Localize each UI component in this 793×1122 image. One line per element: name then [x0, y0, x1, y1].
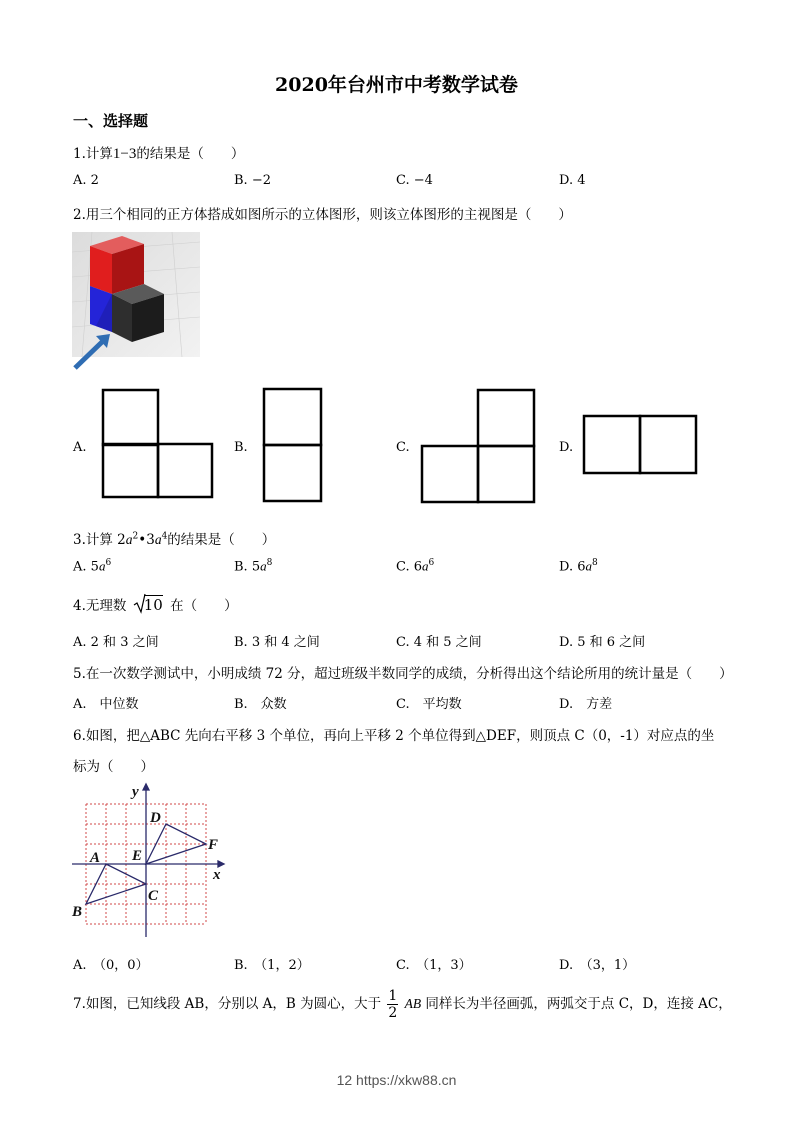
q5-option-a[interactable]: A. 中位数 — [73, 697, 139, 712]
q1-expression: 1−3 — [112, 146, 137, 162]
question-6-line-1: 6.如图，把△ABC 先向右平移 3 个单位，再向上平移 2 个单位得到△DEF，则顶点 C（0，-1）对应点的坐 — [73, 728, 715, 744]
q3-option-a[interactable]: A. $5a^6$ — [73, 558, 112, 575]
q3-exp-2: 4 — [161, 531, 168, 542]
q3-option-c[interactable]: C. $6a^6$ — [396, 558, 435, 575]
q5-option-d[interactable]: D. 方差 — [559, 697, 613, 712]
question-3 — [73, 528, 275, 548]
q7-suffix: 同样长为半径画弧，两弧交于点 C，D，连接 AC， — [425, 996, 732, 1012]
q7-prefix: 7.如图，已知线段 AB，分别以 A，B 为圆心，大于 — [73, 996, 382, 1012]
q2-option-c-label[interactable]: C. — [396, 440, 410, 455]
q2-option-b-figure — [263, 388, 323, 504]
label-b: B — [72, 904, 83, 920]
q7-fraction: $\frac{1}{2}$ — [388, 988, 398, 1021]
question-4 — [73, 594, 238, 614]
q3-mid: •3 — [138, 532, 155, 548]
q2-option-b-label[interactable]: B. — [234, 440, 248, 455]
q4-sqrt: 10 — [134, 596, 163, 614]
question-5: 5.在一次数学测试中，小明成绩 72 分，超过班级半数同学的成绩，分析得出这个结论所用的统计量是（ ） — [73, 666, 733, 682]
q3-var-2: a — [154, 532, 162, 547]
label-f: F — [208, 837, 219, 853]
q4-option-b[interactable]: B. 3 和 4 之间 — [234, 635, 320, 650]
q2-option-d-figure — [583, 415, 698, 475]
q1-option-c[interactable]: C. −4 — [396, 173, 433, 188]
q7-segment: AB — [404, 996, 422, 1011]
q6-option-a[interactable]: A. （0，0） — [73, 958, 149, 973]
q3-option-b[interactable]: B. $5a^8$ — [234, 558, 273, 575]
page-title: 2020年台州市中考数学试卷 — [275, 74, 518, 96]
q1-option-d[interactable]: D. 4 — [559, 173, 586, 188]
q4-prefix: 4.无理数 — [73, 598, 127, 614]
q5-option-c[interactable]: C. 平均数 — [396, 697, 462, 712]
question-6-line-2: 标为（ ） — [73, 759, 154, 775]
q3-suffix: 的结果是（ ） — [167, 532, 276, 548]
q4-option-a[interactable]: A. 2 和 3 之间 — [73, 635, 159, 650]
section-heading: 一、选择题 — [73, 112, 149, 130]
q6-option-b[interactable]: B. （1，2） — [234, 958, 310, 973]
q2-option-a-label[interactable]: A. — [73, 440, 87, 455]
label-x: x — [213, 867, 221, 883]
q1-option-b[interactable]: B. −2 — [234, 173, 271, 188]
q2-option-a-figure — [102, 389, 214, 499]
q1-option-a[interactable]: A. 2 — [73, 173, 99, 188]
q6-option-d[interactable]: D. （3，1） — [559, 958, 636, 973]
page-footer: 12 https://xkw88.cn — [336, 1072, 457, 1088]
label-a: A — [90, 850, 101, 866]
label-c: C — [148, 888, 159, 904]
question-2: 2.用三个相同的正方体搭成如图所示的立体图形，则该立体图形的主视图是（ ） — [73, 207, 572, 223]
q3-option-d[interactable]: D. $6a^8$ — [559, 558, 598, 575]
q4-option-c[interactable]: C. 4 和 5 之间 — [396, 635, 482, 650]
q4-suffix: 在（ ） — [170, 598, 238, 614]
label-y: y — [132, 784, 139, 800]
q1-suffix: 的结果是（ ） — [136, 146, 245, 162]
q3-var-1: a — [125, 532, 133, 547]
q4-option-d[interactable]: D. 5 和 6 之间 — [559, 635, 646, 650]
q2-option-c-figure — [421, 389, 537, 503]
q5-option-b[interactable]: B. 众数 — [234, 697, 287, 712]
cube-3d-image — [72, 232, 200, 370]
radical-sign-icon — [134, 594, 146, 614]
label-d: D — [150, 810, 161, 826]
q3-exp-1: 2 — [132, 531, 139, 542]
label-e: E — [132, 848, 143, 864]
q2-option-d-label[interactable]: D. — [559, 440, 574, 455]
q1-prefix: 1.计算 — [73, 146, 113, 162]
q6-option-c[interactable]: C. （1，3） — [396, 958, 472, 973]
question-7 — [73, 988, 732, 1021]
coordinate-grid-figure — [70, 782, 230, 942]
question-1 — [73, 142, 244, 163]
q3-prefix: 3.计算 2 — [73, 532, 126, 548]
